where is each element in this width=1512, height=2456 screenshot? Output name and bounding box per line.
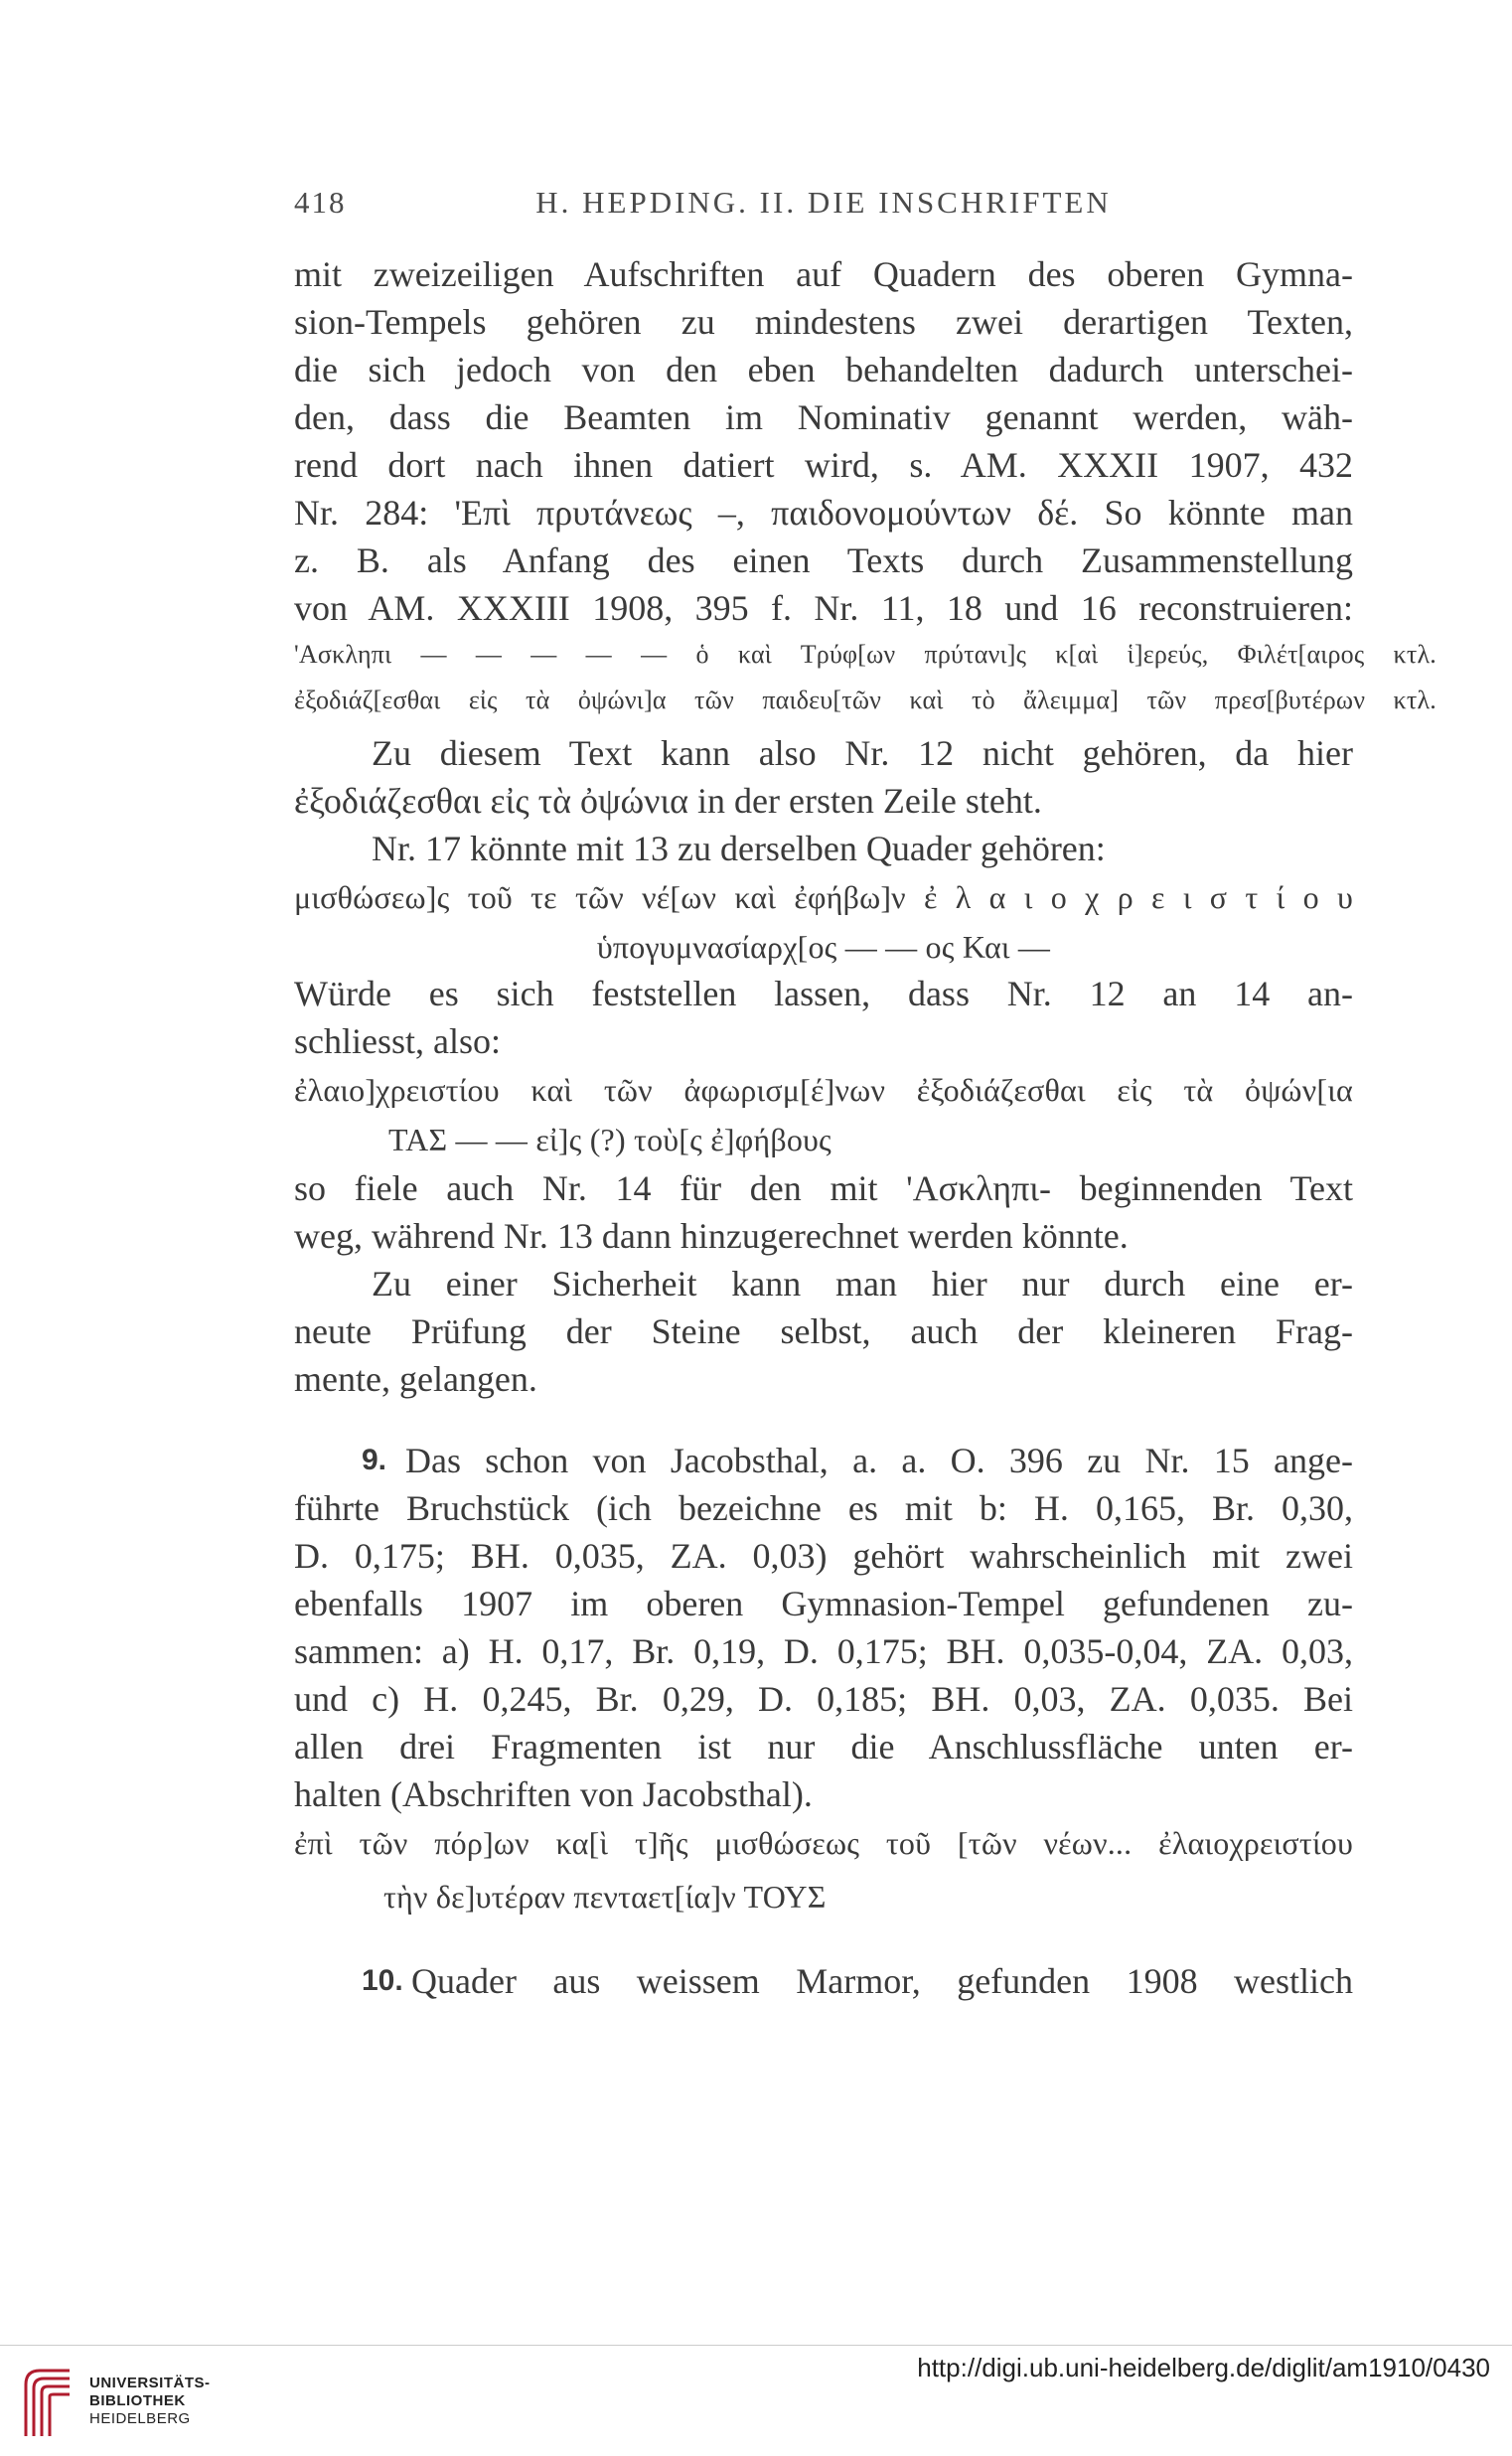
text-line: ἐξοδιάζεσθαι εἰς τὰ ὀψώνια in der ersten Zeile steht. xyxy=(294,781,1042,821)
greek-line: ὑπογυμνασίαρχ[ος — — ος Και — xyxy=(596,929,1051,965)
footer-bar xyxy=(0,2345,1512,2456)
library-logo-icon xyxy=(18,2363,77,2440)
greek-inscription-1 xyxy=(294,632,1436,723)
text-line: führte Bruchstück (ich bezeichne es mit b: H. 0,165, Br. 0,30, xyxy=(294,1488,1353,1528)
text-line: Zu einer Sicherheit kann man hier nur durch eine er- xyxy=(372,1264,1353,1304)
library-name-line: HEIDELBERG xyxy=(89,2410,191,2427)
page-number: 418 xyxy=(294,185,347,220)
text-line: mente, gelangen. xyxy=(294,1359,537,1399)
library-name xyxy=(89,2375,211,2428)
paragraph-2 xyxy=(294,729,1353,825)
library-name-line: UNIVERSITÄTS- xyxy=(89,2375,211,2391)
greek-line: 'Ασκληπι — — — — — ὁ καὶ Τρύφ[ων πρύτανι]ς κ[αὶ ἱ]ερεύς, Φιλέτ[αιρος κτλ. xyxy=(294,640,1436,669)
greek-inscription-2 xyxy=(294,872,1353,972)
text-line: D. 0,175; BH. 0,035, ZA. 0,03) gehört wahrscheinlich mit zwei xyxy=(294,1536,1353,1576)
section-first-line: Das schon von Jacobsthal, a. a. O. 396 zu Nr. 15 ange- xyxy=(405,1441,1353,1480)
section-number: 9. xyxy=(362,1444,387,1476)
paragraph-5 xyxy=(294,1164,1353,1260)
greek-inscription-3 xyxy=(294,1065,1353,1164)
paragraph-6 xyxy=(294,1260,1353,1403)
text-line: sion-Tempels gehören zu mindestens zwei derartigen Texten, xyxy=(294,302,1353,342)
text-line: schliesst, also: xyxy=(294,1021,501,1061)
greek-line: μισθώσεω]ς τοῦ τε τῶν νέ[ων καὶ ἐφήβω]ν ἐ λ α ι ο χ ρ ε ι σ τ ί ο υ xyxy=(294,879,1353,915)
source-url-link[interactable]: http://digi.ub.uni-heidelberg.de/diglit/am1910/0430 xyxy=(917,2353,1490,2382)
paragraph-3 xyxy=(294,825,1353,872)
greek-line: ΤΑΣ — — εἰ]ς (?) τοὺ[ς ἐ]φήβους xyxy=(388,1122,832,1157)
greek-line: τὴν δε]υτέραν πενταετ[ία]ν ΤΟΥΣ xyxy=(383,1879,827,1915)
greek-inscription-4 xyxy=(294,1816,1353,1923)
section-number: 10. xyxy=(362,1964,403,1997)
text-line: z. B. als Anfang des einen Texts durch Zusammenstellung xyxy=(294,540,1353,580)
greek-line: ἐπὶ τῶν πόρ]ων κα[ὶ τ]ῆς μισθώσεως τοῦ [τῶν νέων... ἐλαιοχρειστίου xyxy=(294,1825,1353,1861)
text-line: und c) H. 0,245, Br. 0,29, D. 0,185; BH. 0,03, ZA. 0,035. Bei xyxy=(294,1679,1353,1719)
text-line: Nr. 284: 'Επὶ πρυτάνεως –, παιδονομούντων δέ. So könnte man xyxy=(294,493,1353,533)
paragraph-4 xyxy=(294,970,1353,1065)
text-line: den, dass die Beamten im Nominativ genannt werden, wäh- xyxy=(294,397,1353,437)
greek-line: ἐλαιο]χρειστίου καὶ τῶν ἀφωρισμ[έ]νων ἐξοδιάζεσθαι εἰς τὰ ὀψών[ια xyxy=(294,1072,1353,1108)
text-line: rend dort nach ihnen datiert wird, s. AM. XXXII 1907, 432 xyxy=(294,445,1353,485)
section-10 xyxy=(294,1957,1353,2005)
text-line: so fiele auch Nr. 14 für den mit 'Ασκληπι- beginnenden Text xyxy=(294,1168,1353,1208)
text-line: halten (Abschriften von Jacobsthal). xyxy=(294,1774,813,1814)
library-name-line: BIBLIOTHEK xyxy=(89,2392,186,2409)
text-line xyxy=(294,1957,1353,2005)
text-line: Zu diesem Text kann also Nr. 12 nicht gehören, da hier xyxy=(372,733,1353,773)
running-title: H. HEPDING. II. DIE INSCHRIFTEN xyxy=(535,185,1112,220)
footer-divider xyxy=(0,2345,1512,2346)
text-line: Würde es sich feststellen lassen, dass Nr. 12 an 14 an- xyxy=(294,974,1353,1013)
text-line: weg, während Nr. 13 dann hinzugerechnet werden könnte. xyxy=(294,1216,1129,1256)
text-line: Nr. 17 könnte mit 13 zu derselben Quader gehören: xyxy=(372,829,1106,868)
paragraph-1 xyxy=(294,250,1353,632)
text-line: allen drei Fragmenten ist nur die Anschlussfläche unten er- xyxy=(294,1727,1353,1766)
greek-line: ἐξοδιάζ[εσθαι εἰς τὰ ὀψώνι]α τῶν παιδευ[τῶν καὶ τὸ ἄλειμμα] τῶν πρεσ[βυτέρων κτλ. xyxy=(294,686,1436,714)
text-line: sammen: a) H. 0,17, Br. 0,19, D. 0,175; BH. 0,035-0,04, ZA. 0,03, xyxy=(294,1631,1353,1671)
section-9 xyxy=(294,1437,1353,1818)
text-line xyxy=(294,1437,1353,1484)
text-line: die sich jedoch von den eben behandelten dadurch unterschei- xyxy=(294,350,1353,389)
text-line: mit zweizeiligen Aufschriften auf Quadern des oberen Gymna- xyxy=(294,254,1353,294)
text-line: von AM. XXXIII 1908, 395 f. Nr. 11, 18 und 16 reconstruieren: xyxy=(294,588,1353,628)
text-line: neute Prüfung der Steine selbst, auch der kleineren Frag- xyxy=(294,1311,1353,1351)
section-first-line: Quader aus weissem Marmor, gefunden 1908 westlich xyxy=(411,1961,1353,2001)
text-line: ebenfalls 1907 im oberen Gymnasion-Tempel gefundenen zu- xyxy=(294,1584,1353,1623)
